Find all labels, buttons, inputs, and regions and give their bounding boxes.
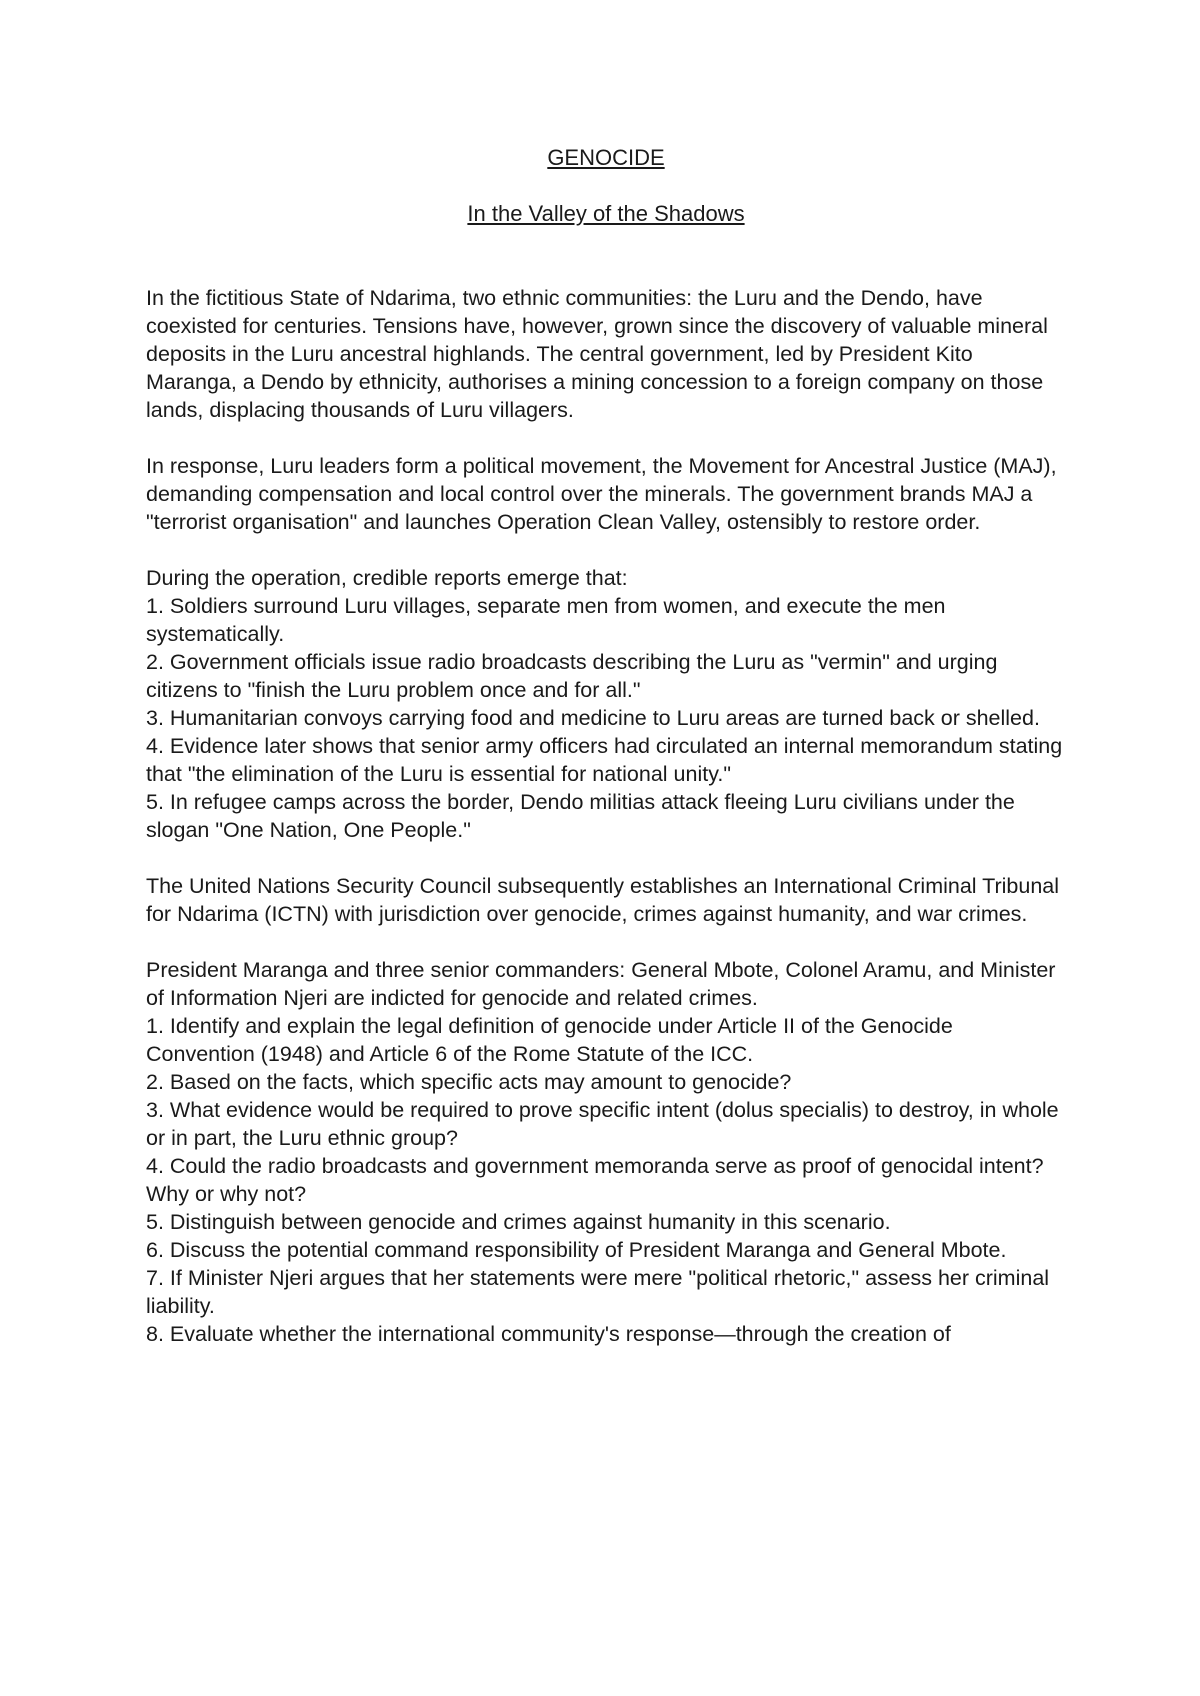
paragraph-reports-intro: During the operation, credible reports emerge that: — [146, 566, 628, 590]
paragraph-response: In response, Luru leaders form a political movement, the Movement for Ancestral Justice (MAJ), demanding compensation and local control over the minerals. The government brands MAJ a "terrorist organisation" and launches Operation Clean Valley, ostensibly to restore order. — [146, 454, 1057, 534]
list-item: 4. Evidence later shows that senior army officers had circulated an internal memorandum stating that "the elimination of the Luru is essential for national unity." — [146, 734, 1063, 786]
list-item: 2. Government officials issue radio broadcasts describing the Luru as "vermin" and urging citizens to "finish the Luru problem once and for all." — [146, 650, 998, 702]
document-title: GENOCIDE — [547, 145, 665, 170]
document-body — [146, 144, 1066, 1348]
paragraph-indictment: President Maranga and three senior commanders: General Mbote, Colonel Aramu, and Minister of Information Njeri are indicted for genocide and related crimes. — [146, 958, 1056, 1010]
list-item: 5. Distinguish between genocide and crimes against humanity in this scenario. — [146, 1210, 891, 1234]
document-subtitle: In the Valley of the Shadows — [467, 201, 745, 226]
list-item: 1. Soldiers surround Luru villages, separate men from women, and execute the men systematically. — [146, 594, 946, 646]
list-item: 7. If Minister Njeri argues that her statements were mere "political rhetoric," assess her criminal liability. — [146, 1266, 1050, 1318]
list-item: 6. Discuss the potential command responsibility of President Maranga and General Mbote. — [146, 1238, 1007, 1262]
reports-list — [146, 592, 1066, 844]
list-item: 4. Could the radio broadcasts and government memoranda serve as proof of genocidal intent? Why or why not? — [146, 1154, 1044, 1206]
questions-list — [146, 1012, 1066, 1348]
list-item: 1. Identify and explain the legal definition of genocide under Article II of the Genocide Convention (1948) and Article 6 of the Rome Statute of the ICC. — [146, 1014, 953, 1066]
list-item: 2. Based on the facts, which specific acts may amount to genocide? — [146, 1070, 792, 1094]
list-item: 8. Evaluate whether the international community's response—through the creation of — [146, 1322, 951, 1346]
list-item: 3. What evidence would be required to prove specific intent (dolus specialis) to destroy, in whole or in part, the Luru ethnic group? — [146, 1098, 1059, 1150]
paragraph-tribunal: The United Nations Security Council subsequently establishes an International Criminal Tribunal for Ndarima (ICTN) with jurisdiction over genocide, crimes against humanity, and war crimes. — [146, 874, 1060, 926]
list-item: 3. Humanitarian convoys carrying food and medicine to Luru areas are turned back or shelled. — [146, 706, 1040, 730]
paragraph-background: In the fictitious State of Ndarima, two ethnic communities: the Luru and the Dendo, have coexisted for centuries. Tensions have, however, grown since the discovery of valuable mineral deposits in the Luru ancestral highlands. The central government, led by President Kito Maranga, a Dendo by ethnicity, authorises a mining concession to a foreign company on those lands, displacing thousands of Luru villagers. — [146, 286, 1048, 422]
list-item: 5. In refugee camps across the border, Dendo militias attack fleeing Luru civilians under the slogan "One Nation, One People." — [146, 790, 1015, 842]
